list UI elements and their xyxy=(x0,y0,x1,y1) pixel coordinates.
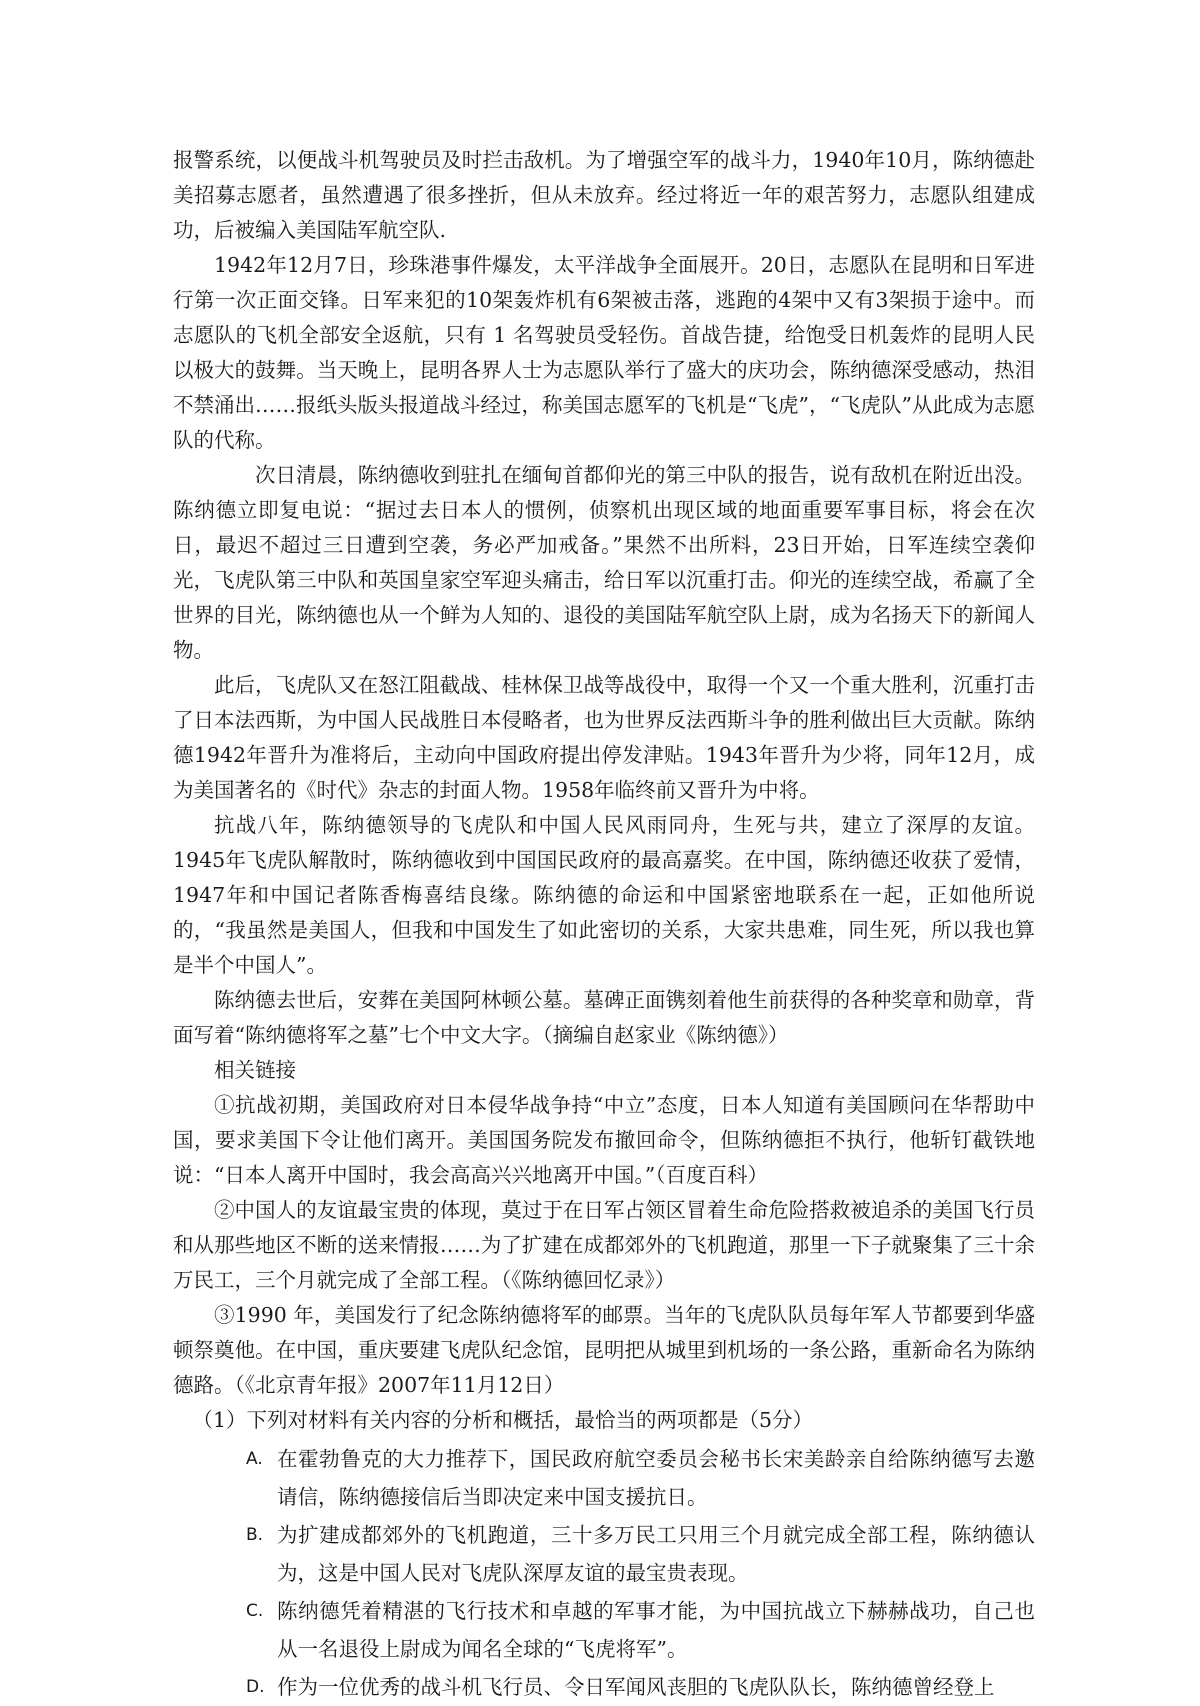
paragraph-friendship: 抗战八年，陈纳德领导的飞虎队和中国人民风雨同舟，生死与共，建立了深厚的友谊。1945年飞虎队解散时，陈纳德收到中国国民政府的最高嘉奖。在中国，陈纳德还收获了爱情，1947年和中国记者陈香梅喜结良缘。陈纳德的命运和中国紧密地联系在一起，正如他所说的，“我虽然是美国人，但我和中国发生了如此密切的关系，大家共患难，同生死，所以我也算是半个中国人”。 xyxy=(173,813,1035,977)
option-b-letter: B. xyxy=(246,1525,264,1545)
question-options xyxy=(173,1440,1035,1706)
paragraph-continued: 报警系统，以便战斗机驾驶员及时拦击敌机。为了增强空军的战斗力，1940年10月，陈纳德赴美招募志愿者，虽然遭遇了很多挫折，但从未放弃。经过将近一年的艰苦努力，志愿队组建成功，后被编入美国陆军航空队. xyxy=(173,148,1035,242)
paragraph-rangoon: 次日清晨，陈纳德收到驻扎在缅甸首都仰光的第三中队的报告，说有敌机在附近出没。陈纳德立即复电说：“据过去日本人的惯例，侦察机出现区域的地面重要军事目标，将会在次日，最迟不超过三日遭到空袭，务必严加戒备。”果然不出所料，23日开始，日军连续空袭仰光，飞虎队第三中队和英国皇家空军迎头痛击，给日军以沉重打击。仰光的连续空战，希赢了全世界的目光，陈纳德也从一个鲜为人知的、退役的美国陆军航空队上尉，成为名扬天下的新闻人物。 xyxy=(173,463,1035,662)
option-a-text: 在霍勃鲁克的大力推荐下，国民政府航空委员会秘书长宋美龄亲自给陈纳德写去邀请信，陈纳德接信后当即决定来中国支援抗日。 xyxy=(277,1447,1035,1509)
related-link-1: ①抗战初期，美国政府对日本侵华战争持“中立”态度，日本人知道有美国顾问在华帮助中国，要求美国下令让他们离开。美国国务院发布撤回命令，但陈纳德拒不执行，他斩钉截铁地说：“日本人离开中国时，我会高高兴兴地离开中国。”（百度百科） xyxy=(173,1093,1035,1187)
paragraph-pearl-harbor: 1942年12月7日，珍珠港事件爆发，太平洋战争全面展开。20日，志愿队在昆明和日军进行第一次正面交锋。日军来犯的10架轰炸机有6架被击落，逃跑的4架中又有3架损于途中。而志愿队的飞机全部安全返航，只有 1 名驾驶员受轻伤。首战告捷，给饱受日机轰炸的昆明人民以极大的鼓舞。当天晚上，昆明各界人士为志愿队举行了盛大的庆功会，陈纳德深受感动，热泪不禁涌出……报纸头版头报道战斗经过，称美国志愿军的飞机是“飞虎”，“飞虎队”从此成为志愿队的代称。 xyxy=(173,253,1035,452)
option-c-letter: C. xyxy=(246,1601,264,1621)
related-link-2: ②中国人的友谊最宝贵的体现，莫过于在日军占领区冒着生命危险搭救被追杀的美国飞行员和从那些地区不断的送来情报……为了扩建在成都郊外的飞机跑道，那里一下子就聚集了三十余万民工，三个月就完成了全部工程。（《陈纳德回忆录》） xyxy=(173,1198,1035,1292)
related-link-3: ③1990 年，美国发行了纪念陈纳德将军的邮票。当年的飞虎队队员每年军人节都要到华盛顿祭奠他。在中国，重庆要建飞虎队纪念馆，昆明把从城里到机场的一条公路，重新命名为陈纳德路。（《北京青年报》2007年11月12日） xyxy=(173,1303,1035,1397)
option-b xyxy=(173,1516,1035,1592)
paragraph-victories: 此后，飞虎队又在怒江阻截战、桂林保卫战等战役中，取得一个又一个重大胜利，沉重打击了日本法西斯，为中国人民战胜日本侵略者，也为世界反法西斯斗争的胜利做出巨大贡献。陈纳德1942年晋升为准将后，主动向中国政府提出停发津贴。1943年晋升为少将，同年12月，成为美国著名的《时代》杂志的封面人物。1958年临终前又晋升为中将。 xyxy=(173,673,1035,802)
option-a xyxy=(173,1440,1035,1516)
paragraph-burial: 陈纳德去世后，安葬在美国阿林顿公墓。墓碑正面镌刻着他生前获得的各种奖章和勋章，背面写着“陈纳德将军之墓”七个中文大字。（摘编自赵家业《陈纳德》） xyxy=(173,988,1035,1047)
option-c xyxy=(173,1592,1035,1668)
question-stem: （1）下列对材料有关内容的分析和概括，最恰当的两项都是（5分） xyxy=(192,1408,814,1432)
document-page xyxy=(173,143,1035,1706)
option-d-text: 作为一位优秀的战斗机飞行员、令日军闻风丧胆的飞虎队队长，陈纳德曾经登上 xyxy=(277,1675,995,1699)
option-a-letter: A. xyxy=(246,1449,263,1469)
option-d xyxy=(173,1668,1035,1706)
option-d-letter: D. xyxy=(246,1677,265,1697)
option-b-text: 为扩建成都郊外的飞机跑道，三十多万民工只用三个月就完成全部工程，陈纳德认为，这是中国人民对飞虎队深厚友谊的最宝贵表现。 xyxy=(277,1523,1035,1585)
option-c-text: 陈纳德凭着精湛的飞行技术和卓越的军事才能，为中国抗战立下赫赫战功，自己也从一名退役上尉成为闻名全球的“飞虎将军”。 xyxy=(277,1599,1035,1661)
related-links-heading: 相关链接 xyxy=(214,1058,296,1082)
